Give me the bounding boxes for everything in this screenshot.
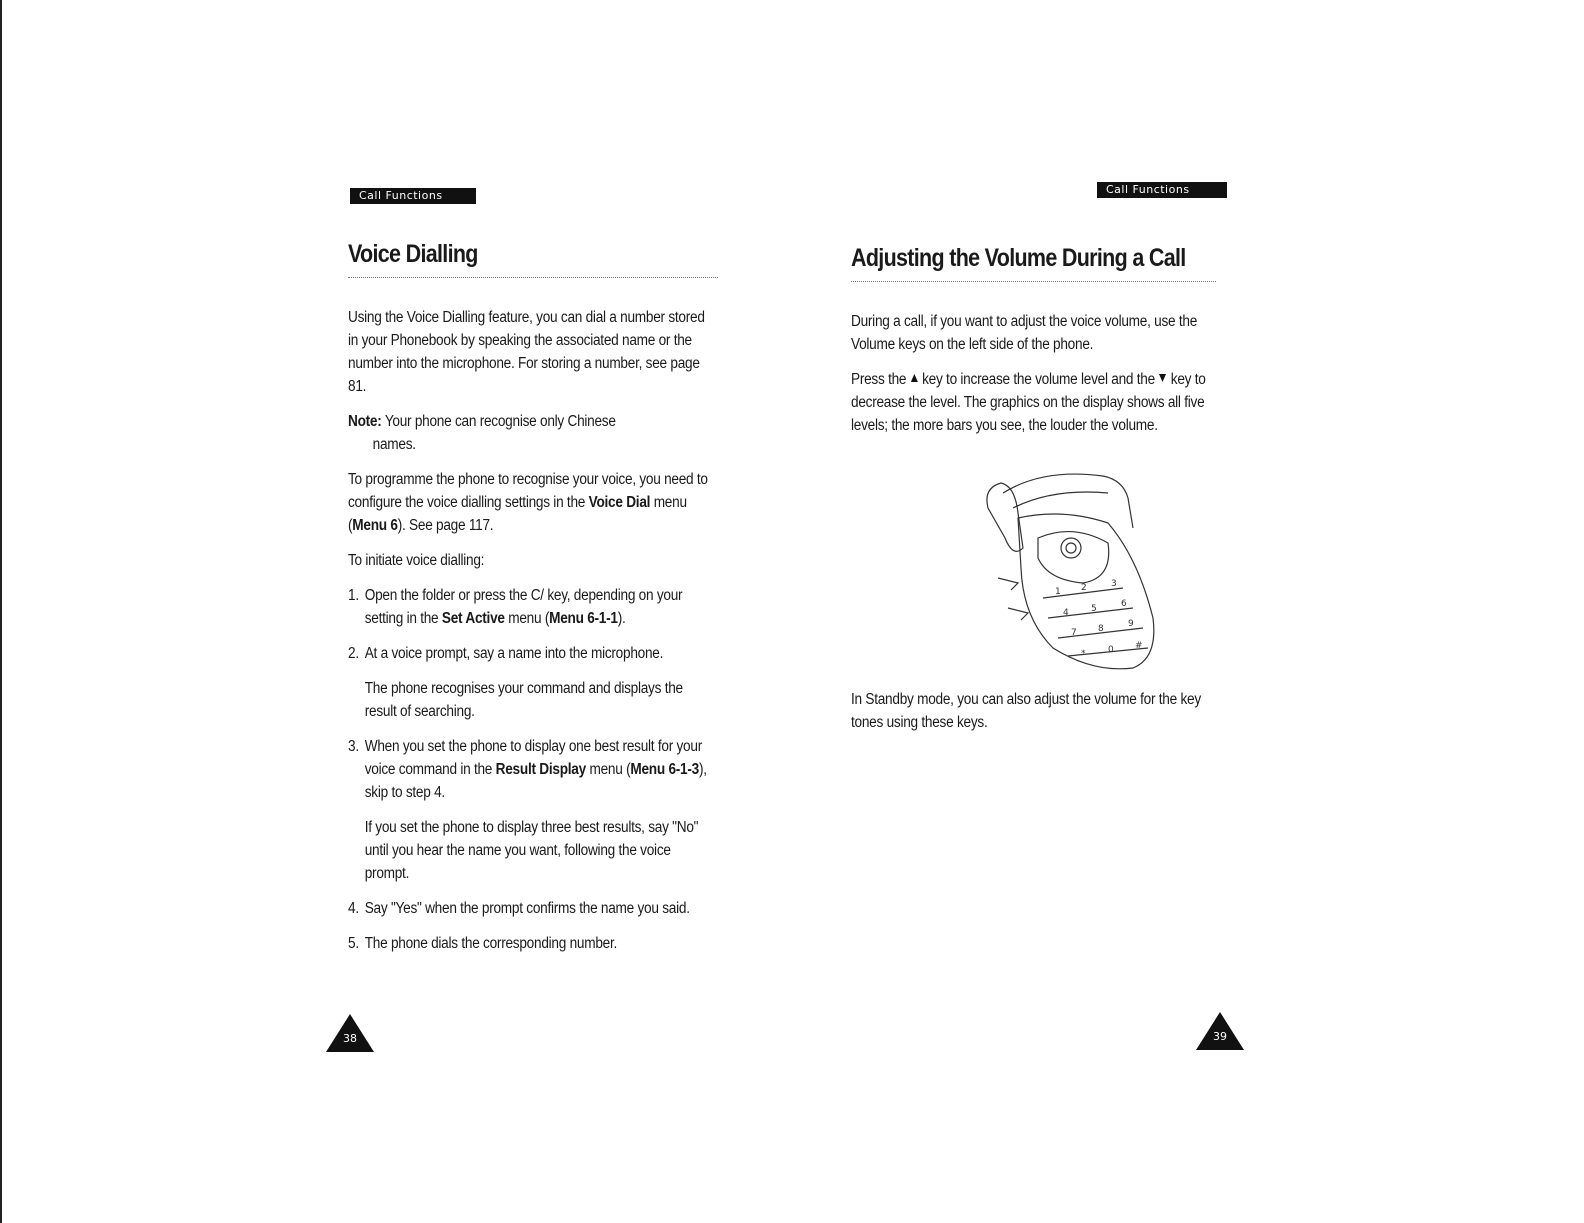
note-paragraph xyxy=(348,410,716,456)
page-title-adjusting-volume: Adjusting the Volume During a Call xyxy=(851,244,1186,272)
volume-up-icon xyxy=(911,374,918,382)
right-body xyxy=(851,310,1214,437)
step-item: 2. At a voice prompt, say a name into the microphone. The phone recognises your command and displays the result of searching. xyxy=(348,645,683,720)
standby-paragraph: In Standby mode, you can also adjust the volume for the key tones using these keys. xyxy=(851,691,1201,731)
steps-list xyxy=(348,584,716,955)
svg-text:9: 9 xyxy=(1128,619,1134,629)
svg-text:8: 8 xyxy=(1098,624,1104,634)
note-continuation: names. xyxy=(372,436,416,453)
programme-paragraph: To programme the phone to recognise your voice, you need to configure the voice dialling settings in the Voice Dial menu (Menu 6). See page 117. xyxy=(348,471,708,534)
page-number-left: 38 xyxy=(343,1032,357,1045)
clear-key-icon: C/ xyxy=(530,587,544,604)
left-body xyxy=(348,306,716,955)
svg-text:6: 6 xyxy=(1121,599,1127,609)
title-underline xyxy=(348,277,718,278)
standby-block xyxy=(851,688,1216,746)
left-page xyxy=(348,240,718,967)
svg-text:3: 3 xyxy=(1111,579,1117,589)
title-underline xyxy=(851,281,1216,282)
svg-text:*: * xyxy=(1081,649,1086,659)
svg-text:1: 1 xyxy=(1055,587,1061,597)
svg-text:#: # xyxy=(1135,641,1143,651)
right-page xyxy=(851,244,1216,449)
note-text: Your phone can recognise only Chinese xyxy=(381,413,616,430)
step-item: 4. Say "Yes" when the prompt confirms the name you said. xyxy=(348,900,690,917)
page-title-voice-dialling: Voice Dialling xyxy=(348,240,478,268)
svg-text:5: 5 xyxy=(1091,604,1097,614)
volume-levels-paragraph: Press the key to increase the volume level and the key to decrease the level. The graphics on the display shows all five levels; the more bars you see, the louder the volume. xyxy=(851,371,1206,434)
initiate-heading: To initiate voice dialling: xyxy=(348,552,485,569)
page-edge-rule xyxy=(0,0,2,1223)
step-item: 5. The phone dials the corresponding number. xyxy=(348,935,618,952)
step-item: 1. Open the folder or press the C/ key, depending on your setting in the Set Active menu (Menu 6-1-1). xyxy=(348,587,683,627)
svg-text:2: 2 xyxy=(1081,583,1087,593)
svg-text:4: 4 xyxy=(1063,608,1069,618)
phone-illustration xyxy=(983,468,1163,673)
section-tab-left: Call Functions xyxy=(350,188,476,204)
intro-paragraph: Using the Voice Dialling feature, you can dial a number stored in your Phonebook by speaking the associated name or the number into the microphone. For storing a number, see page 81. xyxy=(348,309,705,395)
svg-text:7: 7 xyxy=(1071,628,1077,638)
note-label: Note: xyxy=(348,413,382,430)
menu-6-ref: Menu 6 xyxy=(352,517,398,534)
svg-text:0: 0 xyxy=(1108,645,1114,655)
voice-dial-menu-name: Voice Dial xyxy=(588,494,651,511)
volume-down-icon xyxy=(1159,374,1166,382)
section-tab-right: Call Functions xyxy=(1097,182,1227,198)
volume-keys-paragraph: During a call, if you want to adjust the voice volume, use the Volume keys on the left side of the phone. xyxy=(851,313,1198,353)
step-item: 3. When you set the phone to display one best result for your voice command in the Result Display menu (Menu 6-1-3), skip to step 4. If you set the phone to display three best results, say "No" until you hear the name you want, following the voice prompt. xyxy=(348,738,707,882)
page-number-right: 39 xyxy=(1213,1030,1227,1043)
